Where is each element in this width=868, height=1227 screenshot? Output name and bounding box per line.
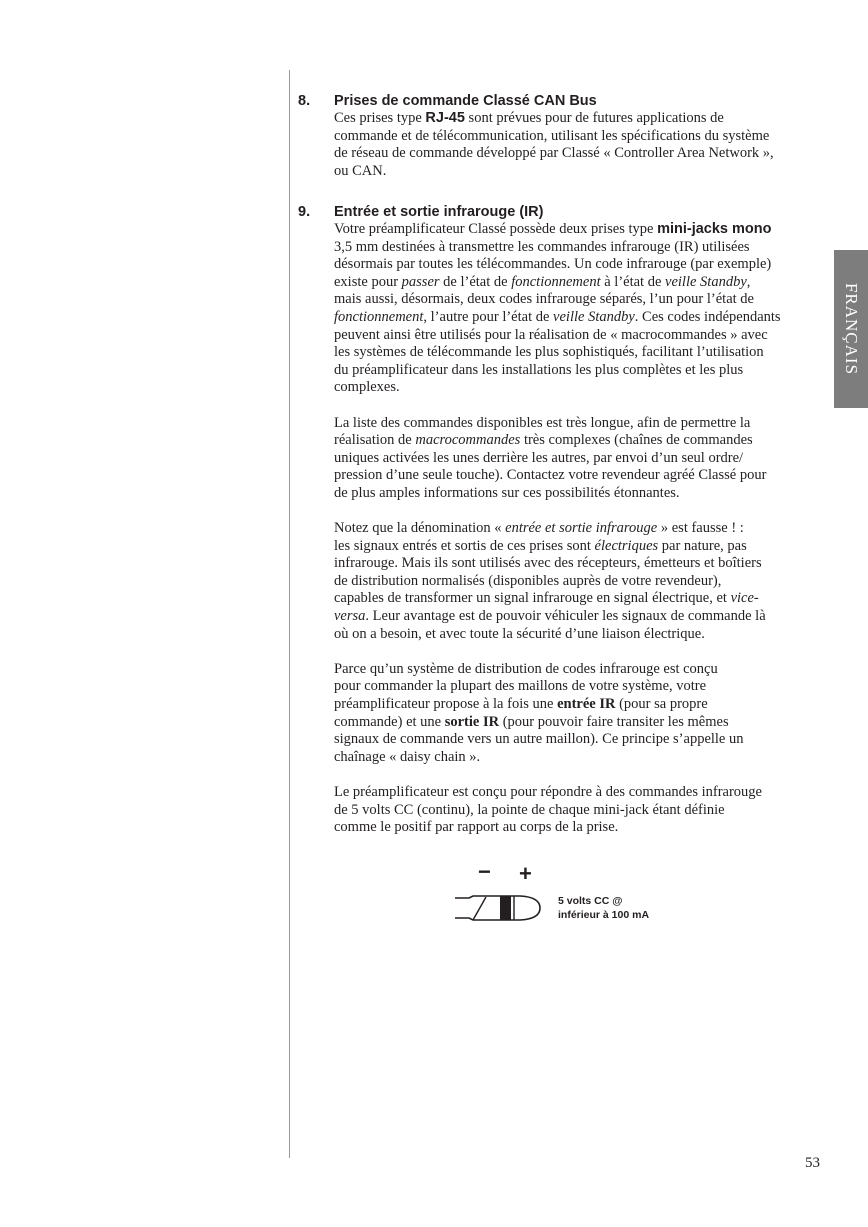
section-number: 8. xyxy=(298,93,311,109)
text-line: Votre préamplificateur Classé possède deux prises type mini-jacks mono xyxy=(334,221,772,237)
paragraph xyxy=(298,784,808,837)
text-line: réalisation de macrocommandes très complexes (chaînes de commandes xyxy=(334,432,753,449)
text-line: pour commander la plupart des maillons de votre système, votre xyxy=(334,678,707,695)
language-tab-label: FRANÇAIS xyxy=(842,282,861,376)
paragraph xyxy=(298,221,808,397)
text-line: Parce qu’un système de distribution de codes infrarouge est conçu xyxy=(334,660,718,677)
text-line: versa. Leur avantage est de pouvoir véhiculer les signaux de commande là xyxy=(334,608,766,625)
text-line: peuvent ainsi être utilisés pour la réalisation de « macrocommandes » avec xyxy=(334,326,768,343)
paragraph xyxy=(298,415,808,503)
minus-sign: − xyxy=(478,864,491,884)
text-line: existe pour passer de l’état de fonctionnement à l’état de veille Standby, xyxy=(334,273,751,290)
text-line: ou CAN. xyxy=(334,162,387,179)
voltage-spec xyxy=(558,894,649,922)
text-line: uniques activées les unes derrière les autres, par envoi d’un seul ordre/ xyxy=(334,449,744,466)
text-line: de 5 volts CC (continu), la pointe de chaque mini-jack étant définie xyxy=(334,801,725,818)
section-heading: Entrée et sortie infrarouge (IR) xyxy=(334,204,544,220)
voltage-spec-line1: 5 volts CC @ xyxy=(558,895,623,907)
paragraph xyxy=(298,661,808,767)
text-line: chaînage « daisy chain ». xyxy=(334,748,481,765)
text-line: préamplificateur propose à la fois une entrée IR (pour sa propre xyxy=(334,696,708,713)
section-8 xyxy=(298,92,808,180)
text-line: où on a besoin, et avec toute la sécurité d’une liaison électrique. xyxy=(334,625,705,642)
text-line: de réseau de commande développé par Classé « Controller Area Network », xyxy=(334,145,774,162)
page-number: 53 xyxy=(805,1155,820,1171)
text-line: du préamplificateur dans les installations les plus complètes et les plus xyxy=(334,361,744,378)
margin-rule xyxy=(289,70,290,1158)
text-line: complexes. xyxy=(334,379,400,396)
text-line: mais aussi, désormais, deux codes infrarouge séparés, l’un pour l’état de xyxy=(334,291,754,308)
paragraph xyxy=(298,520,808,643)
text-line: pression d’une seule touche). Contactez votre revendeur agréé Classé pour xyxy=(334,467,767,484)
plus-sign: + xyxy=(519,864,532,886)
section-number: 9. xyxy=(298,204,311,220)
text-line: Notez que la dénomination « entrée et sortie infrarouge » est fausse ! : xyxy=(334,520,744,537)
mini-jack-plug-icon xyxy=(454,864,554,928)
mini-jack-diagram xyxy=(454,864,674,928)
text-line: de plus amples informations sur ces possibilités étonnantes. xyxy=(334,484,680,501)
voltage-spec-line2: inférieur à 100 mA xyxy=(558,909,650,921)
text-line: de distribution normalisés (disponibles auprès de votre revendeur), xyxy=(334,572,722,589)
text-line: les signaux entrés et sortis de ces prises sont électriques par nature, pas xyxy=(334,537,747,554)
language-tab xyxy=(834,250,868,408)
text-line: fonctionnement, l’autre pour l’état de veille Standby. Ces codes indépendants xyxy=(334,308,781,325)
text-line: Ces prises type RJ-45 sont prévues pour de futures applications de xyxy=(334,110,724,126)
text-line: désormais par toutes les télécommandes. Un code infrarouge (par exemple) xyxy=(334,256,772,273)
section-heading: Prises de commande Classé CAN Bus xyxy=(334,93,597,109)
text-line: signaux de commande vers un autre maillon). Ce principe s’appelle un xyxy=(334,731,744,748)
paragraph xyxy=(298,110,808,180)
text-line: commande et de télécommunication, utilisant les spécifications du système xyxy=(334,127,770,144)
text-line: les systèmes de télécommande les plus sophistiqués, facilitant l’utilisation xyxy=(334,344,764,361)
text-line: comme le positif par rapport au corps de la prise. xyxy=(334,819,619,836)
text-line: La liste des commandes disponibles est très longue, afin de permettre la xyxy=(334,414,751,431)
text-line: infrarouge. Mais ils sont utilisés avec des récepteurs, émetteurs et boîtiers xyxy=(334,555,762,572)
section-9 xyxy=(298,203,808,837)
text-line: commande) et une sortie IR (pour pouvoir faire transiter les mêmes xyxy=(334,713,729,730)
text-line: 3,5 mm destinées à transmettre les commandes infrarouge (IR) utilisées xyxy=(334,238,750,255)
text-line: Le préamplificateur est conçu pour répondre à des commandes infrarouge xyxy=(334,784,762,800)
text-line: capables de transformer un signal infrarouge en signal électrique, et vice- xyxy=(334,590,759,607)
